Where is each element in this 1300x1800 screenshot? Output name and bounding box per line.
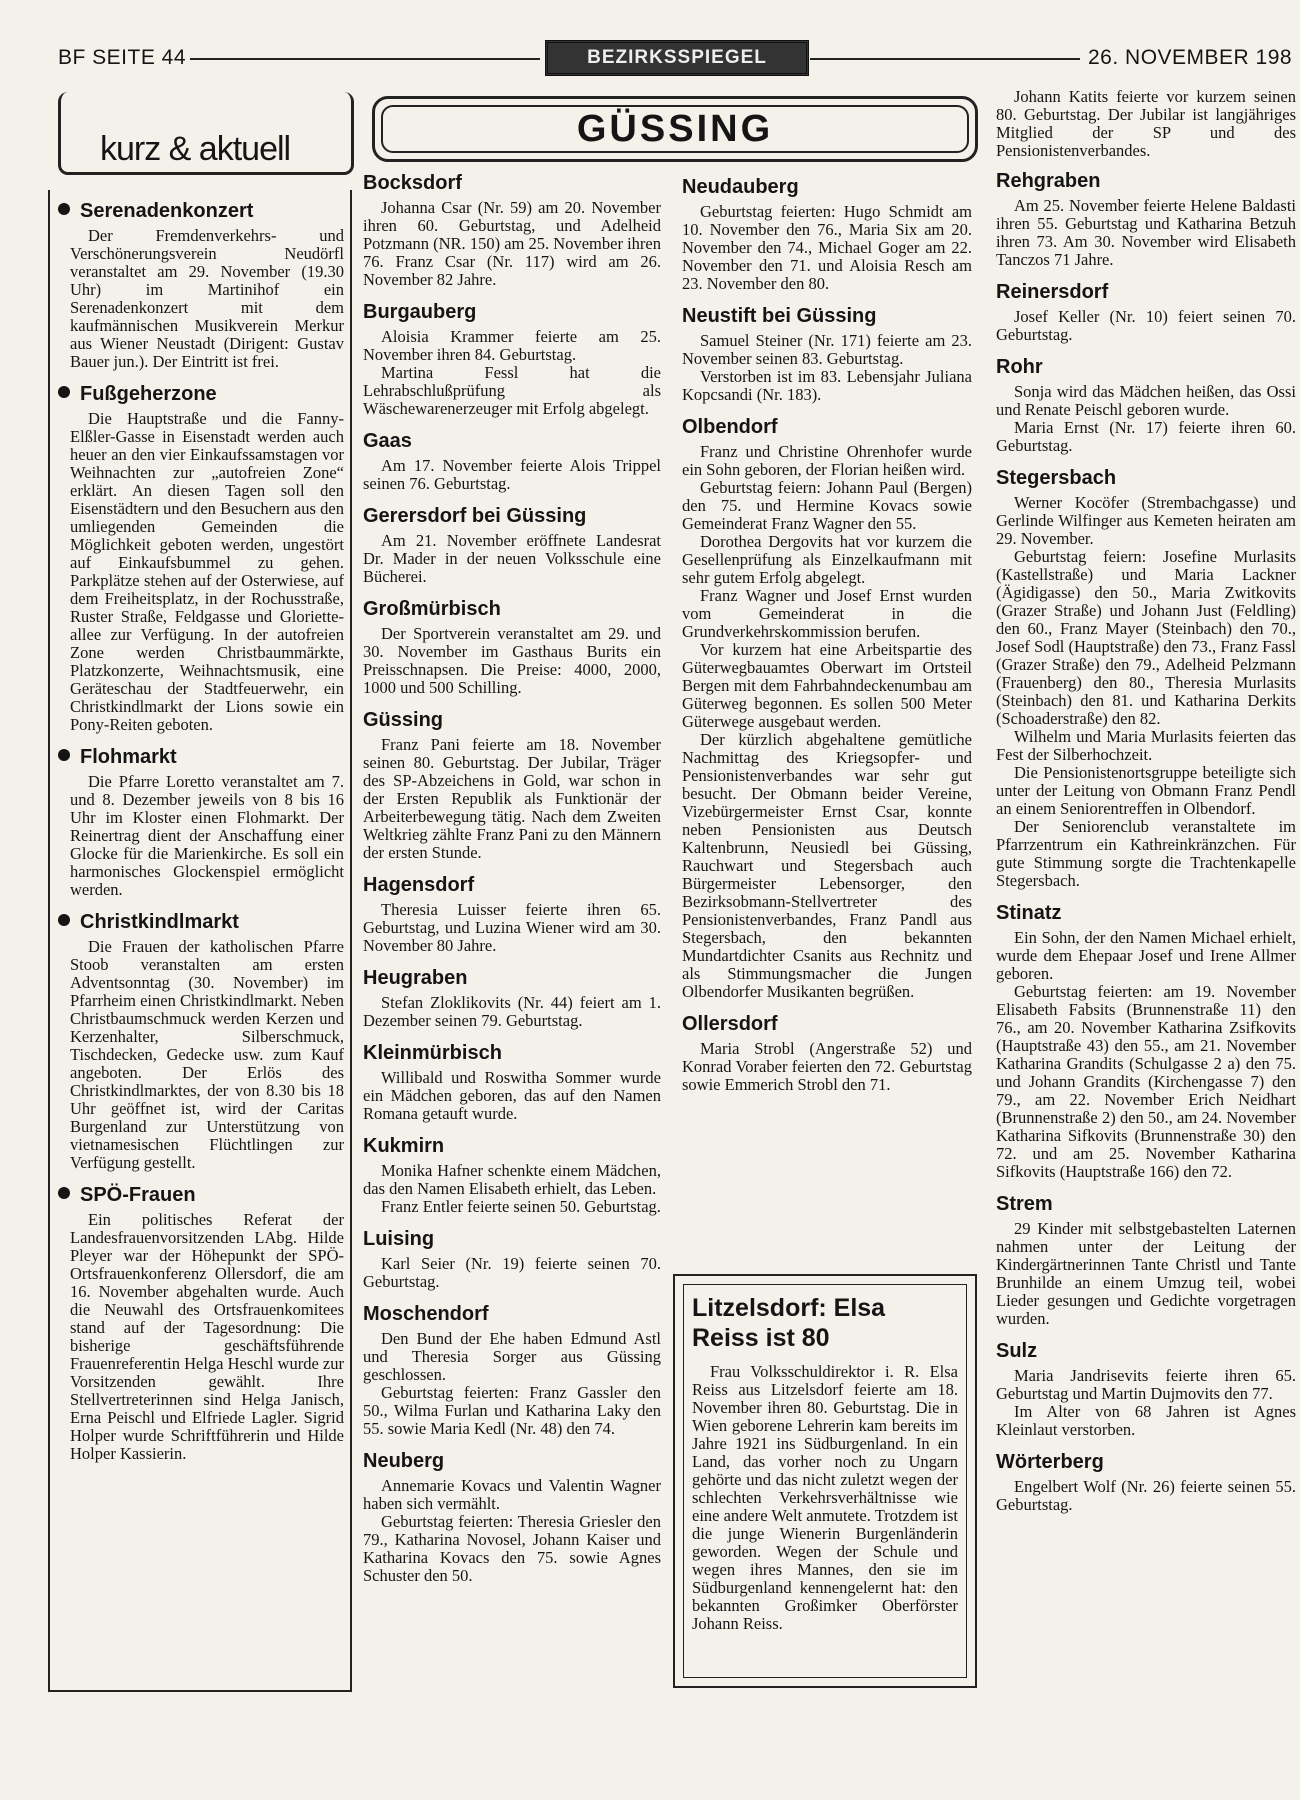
news-section xyxy=(363,874,661,955)
header-rule-right xyxy=(810,58,1080,60)
section-title: Wörterberg xyxy=(996,1451,1104,1473)
section-title: Luising xyxy=(363,1228,435,1250)
paragraph: Am 21. November eröffnete Landesrat Dr. Mader in der neuen Volksschule eine Bücherei. xyxy=(363,531,661,586)
section-heading xyxy=(363,1135,661,1158)
section-heading xyxy=(682,1013,972,1036)
page-header xyxy=(58,40,1300,74)
section-title: Fußgeherzone xyxy=(80,383,217,405)
news-section xyxy=(58,383,344,734)
section-heading xyxy=(363,1228,661,1251)
section-title: Neudauberg xyxy=(682,176,799,198)
news-section xyxy=(363,1228,661,1291)
section-title: Rehgraben xyxy=(996,170,1101,192)
paragraph: Wilhelm und Maria Murlasits feierten das Fest der Silberhochzeit. xyxy=(996,727,1296,764)
paragraph: Geburtstag feiern: Johann Paul (Bergen) den 75. und Hermine Kovacs sowie Gemeinderat Franz Wagner den 55. xyxy=(682,478,972,533)
bullet-icon xyxy=(58,914,70,926)
paragraph: Geburtstag feierten: Hugo Schmidt am 10. November den 76., Maria Six am 20. November den 74., Michael Goger am 22. November den 71. und Aloisia Resch am 23. November den 80. xyxy=(682,202,972,293)
section-heading xyxy=(996,467,1296,490)
section-heading xyxy=(363,505,661,528)
bullet-icon xyxy=(58,1187,70,1199)
feature-box xyxy=(673,1274,977,1688)
news-section xyxy=(996,170,1296,269)
news-section xyxy=(58,911,344,1172)
section-heading xyxy=(996,902,1296,925)
paragraph: Geburtstag feierten: am 19. November Elisabeth Fabsits (Brunnenstraße 11) den 76., am 20. November Katharina Zsifkovits (Hauptstraße 43) den 55., am 21. November Katharina Grandits (Schulgasse 2 a) den 75. und Johann Grandits (Kirchengasse 7) den 79., am 22. November Erich Neidhart (Brunnenstraße 2) den 50., am 24. November Katharina Sifkovits (Brunnenstraße 30) den 72. und am 25. November Katharina Sifkovits (Hauptstraße 166) den 72. xyxy=(996,982,1296,1181)
section-heading xyxy=(363,1042,661,1065)
paragraph: Dorothea Dergovits hat vor kurzem die Gesellenprüfung als Einzelkaufmann mit sehr gutem Erfolg abgelegt. xyxy=(682,532,972,587)
section-title: Gaas xyxy=(363,430,412,452)
section-heading xyxy=(363,709,661,732)
news-section xyxy=(58,1184,344,1463)
paragraph: Engelbert Wolf (Nr. 26) feierte seinen 55. Geburtstag. xyxy=(996,1477,1296,1514)
paragraph: Im Alter von 68 Jahren ist Agnes Kleinlaut verstorben. xyxy=(996,1402,1296,1439)
paragraph: Willibald und Roswitha Sommer wurde ein Mädchen geboren, das auf den Namen Romana getauft wurde. xyxy=(363,1068,661,1123)
news-section xyxy=(682,1013,972,1094)
paragraph: Annemarie Kovacs und Valentin Wagner haben sich vermählt. xyxy=(363,1476,661,1513)
bullet-icon xyxy=(58,386,70,398)
paragraph: Geburtstag feierten: Franz Gassler den 50., Wilma Furlan und Katharina Laky den 55. sowie Maria Kedl (Nr. 48) den 74. xyxy=(363,1383,661,1438)
main-title: GÜSSING xyxy=(381,105,969,153)
section-title: Gerersdorf bei Güssing xyxy=(363,505,587,527)
section-heading xyxy=(363,172,661,195)
news-section xyxy=(363,1450,661,1585)
section-title: Kukmirn xyxy=(363,1135,445,1157)
bullet-icon xyxy=(58,749,70,761)
section-heading xyxy=(682,305,972,328)
paragraph: Johanna Csar (Nr. 59) am 20. November ihren 60. Geburtstag, und Adelheid Potzmann (NR. 150) am 25. November ihren 76. Franz Csar (Nr. 117) wird am 26. November 82 Jahre. xyxy=(363,198,661,289)
paragraph: Martina Fessl hat die Lehrabschlußprüfung als Wäschewarenerzeuger mit Erfolg abgelegt. xyxy=(363,363,661,418)
news-section xyxy=(996,1193,1296,1328)
paragraph: Aloisia Krammer feierte am 25. November ihren 84. Geburtstag. xyxy=(363,327,661,364)
news-section xyxy=(363,430,661,493)
section-heading xyxy=(363,1303,661,1326)
news-section xyxy=(363,172,661,289)
section-heading xyxy=(363,874,661,897)
paragraph: Der Seniorenclub veranstaltete im Pfarrzentrum ein Kathreinkränzchen. Für gute Stimmung sorgte die Trachtenkapelle Stegersbach. xyxy=(996,817,1296,890)
paragraph: Ein Sohn, der den Namen Michael erhielt, wurde dem Ehepaar Josef und Irene Allmer geboren. xyxy=(996,928,1296,983)
paragraph: Geburtstag feierten: Theresia Griesler den 79., Katharina Novosel, Johann Kaiser und Katharina Kovacs den 75. sowie Agnes Schuster den 50. xyxy=(363,1512,661,1585)
section-title: Flohmarkt xyxy=(80,746,177,768)
section-heading xyxy=(58,200,344,223)
section-heading xyxy=(996,356,1296,379)
column-4-intro: Johann Katits feierte vor kurzem seinen 80. Geburtstag. Der Jubilar ist langjähriges Mitglied der SP und des Pensionistenverbandes. xyxy=(996,88,1296,160)
news-section xyxy=(363,709,661,862)
section-title: Sulz xyxy=(996,1340,1038,1362)
paragraph: Sonja wird das Mädchen heißen, das Ossi und Renate Peischl geboren wurde. xyxy=(996,382,1296,419)
section-title: Rohr xyxy=(996,356,1043,378)
paragraph: Maria Jandrisevits feierte ihren 65. Geburtstag und Martin Dujmovits den 77. xyxy=(996,1366,1296,1403)
section-heading xyxy=(58,383,344,406)
news-section xyxy=(363,1135,661,1216)
page-number: BF SEITE 44 xyxy=(58,46,187,69)
paragraph: Karl Seier (Nr. 19) feierte seinen 70. Geburtstag. xyxy=(363,1254,661,1291)
section-title: Ollersdorf xyxy=(682,1013,778,1035)
paragraph: Theresia Luisser feierte ihren 65. Geburtstag, und Luzina Wiener wird am 30. November 80 Jahre. xyxy=(363,900,661,955)
section-title: Heugraben xyxy=(363,967,468,989)
section-title: Hagensdorf xyxy=(363,874,475,896)
paragraph: Am 17. November feierte Alois Trippel seinen 76. Geburtstag. xyxy=(363,456,661,493)
section-title: Güssing xyxy=(363,709,444,731)
section-heading xyxy=(996,281,1296,304)
section-heading xyxy=(682,416,972,439)
paragraph: Maria Ernst (Nr. 17) feierte ihren 60. Geburtstag. xyxy=(996,418,1296,455)
section-heading xyxy=(996,1451,1296,1474)
section-heading xyxy=(996,1340,1296,1363)
section-title: Moschendorf xyxy=(363,1303,489,1325)
paragraph: Die Hauptstraße und die Fanny-Elßler-Gasse in Eisenstadt werden auch heuer an den vier Einkaufssamstagen vor Weihnachten zur „autofreien Zone“ erklärt. An diesen Tagen soll den Eisenstädtern und den Besuchern aus den umliegenden Gemeinden die Möglichkeit geboten werden, ungestört auf Einkaufsbummel zu gehen. Parkplätze stehen auf der Osterwiese, auf dem Freiheitsplatz, in der Rochusstraße, Ruster Straße, Feldgasse und Gloriette-allee zur Verfügung. In der autofreien Zone werden Christbaummärkte, Platzkonzerte, Weihnachtsmusik, eine Geräteschau der Stadtfeuerwehr, ein Christkindlmarkt der Lions sowie ein Pony-Reiten geboten. xyxy=(70,409,344,734)
issue-date: 26. NOVEMBER 198 xyxy=(1088,46,1293,69)
section-title: Kleinmürbisch xyxy=(363,1042,502,1064)
news-section xyxy=(996,467,1296,890)
news-section xyxy=(996,1340,1296,1439)
news-section xyxy=(363,505,661,586)
news-section xyxy=(996,356,1296,455)
feature-box-inner xyxy=(683,1284,967,1678)
section-heading xyxy=(363,1450,661,1473)
news-section xyxy=(996,902,1296,1181)
paragraph: Den Bund der Ehe haben Edmund Astl und Theresia Sorger aus Güssing geschlossen. xyxy=(363,1329,661,1384)
main-title-frame xyxy=(372,96,978,162)
bullet-icon xyxy=(58,203,70,215)
paragraph: Der Fremdenverkehrs- und Verschönerungsverein Neudörfl veranstaltet am 29. November (19.30 Uhr) im Martinihof ein Serenadenkonzert mit dem kaufmännischen Musikverein Merkur aus Wiener Neustadt (Dirigent: Gustav Bauer jun.). Der Eintritt ist frei. xyxy=(70,226,344,371)
column-3 xyxy=(682,176,972,1106)
paragraph: Ein politisches Referat der Landesfrauenvorsitzenden LAbg. Hilde Pleyer war der Höhepunkt der SPÖ-Ortsfrauenkonferenz Ollersdorf, die am 16. November abgehalten wurde. Auch die Neuwahl des Ortsfrauenkomitees stand auf der Tagesordnung: Die bisherige geschäftsführende Frauenreferentin Helga Heschl wurde zur Vorsitzenden gewählt. Ihre Stellvertreterinnen sind Helga Janisch, Erna Peischl und Elfriede Lagler. Sigrid Holper wurde Schriftführerin und Hilde Holper Kassierin. xyxy=(70,1210,344,1463)
paragraph: Samuel Steiner (Nr. 171) feierte am 23. November seinen 83. Geburtstag. xyxy=(682,331,972,368)
feature-box-title: Litzelsdorf: Elsa Reiss ist 80 xyxy=(692,1294,886,1352)
section-title: Christkindlmarkt xyxy=(80,911,239,933)
section-heading xyxy=(682,176,972,199)
section-title: SPÖ-Frauen xyxy=(80,1184,196,1206)
column-2 xyxy=(363,172,661,1597)
kurz-aktuell-column xyxy=(58,200,344,1475)
paragraph: Stefan Zloklikovits (Nr. 44) feiert am 1. Dezember seinen 79. Geburtstag. xyxy=(363,993,661,1030)
section-title: Reinersdorf xyxy=(996,281,1109,303)
news-section xyxy=(363,301,661,418)
section-heading xyxy=(58,746,344,769)
paragraph: Franz Wagner und Josef Ernst wurden vom Gemeinderat in die Grundverkehrskommission berufen. xyxy=(682,586,972,641)
section-title: Bocksdorf xyxy=(363,172,462,194)
news-section xyxy=(682,416,972,1001)
paragraph: Franz und Christine Ohrenhofer wurde ein Sohn geboren, der Florian heißen wird. xyxy=(682,442,972,479)
section-banner: BEZIRKSSPIEGEL xyxy=(545,40,809,76)
section-title: Burgauberg xyxy=(363,301,477,323)
paragraph: Die Pfarre Loretto veranstaltet am 7. und 8. Dezember jeweils von 8 bis 16 Uhr im Kloster einen Flohmarkt. Der Reinertrag dient der Anschaffung einer Glocke für die Marienkirche. Es soll ein harmonisches Glockenspiel ermöglicht werden. xyxy=(70,772,344,899)
news-section xyxy=(363,1042,661,1123)
paragraph: Die Frauen der katholischen Pfarre Stoob veranstalten am ersten Adventsonntag (30. November) im Pfarrheim einen Christkindlmarkt. Neben Christbaumschmuck werden Kerzen und Kerzenhalter, Silberschmuck, Tischdecken, Gedecke usw. zum Kauf angeboten. Der Erlös des Christkindlmarktes, der von 8.30 bis 18 Uhr geöffnet ist, wird der Caritas Burgenland zur Unterstützung von vietnamesischen Flüchtlingen zur Verfügung gestellt. xyxy=(70,937,345,1172)
section-heading xyxy=(363,967,661,990)
news-section xyxy=(682,176,972,293)
news-section xyxy=(996,281,1296,344)
paragraph: Franz Pani feierte am 18. November seinen 80. Geburtstag. Der Jubilar, Träger des SP-Abzeichens in Gold, war schon in der Ersten Republik als Funktionär der Arbeiterbewegung tätig. Nach dem Zweiten Weltkrieg zählte Franz Pani zu den Männern der ersten Stunde. xyxy=(363,735,661,862)
news-section xyxy=(363,967,661,1030)
paragraph: Vor kurzem hat eine Arbeitspartie des Güterwegbauamtes Oberwart im Ortsteil Bergen mit dem Fahrbahndeckenumbau am Güterweg begonnen. Es sollen 500 Meter Güterwege ausgebaut werden. xyxy=(682,640,972,731)
paragraph: Der Sportverein veranstaltet am 29. und 30. November im Gasthaus Burits ein Preisschnapsen. Die Preise: 4000, 2000, 1000 und 500 Schilling. xyxy=(363,624,661,697)
paragraph: Monika Hafner schenkte einem Mädchen, das den Namen Elisabeth erhielt, das Leben. xyxy=(363,1161,661,1198)
paragraph: Die Pensionistenortsgruppe beteiligte sich unter der Leitung von Obmann Franz Pendl an einem Seniorentreffen in Olbendorf. xyxy=(996,763,1296,818)
section-title: Neustift bei Güssing xyxy=(682,305,877,327)
section-title: Stegersbach xyxy=(996,467,1117,489)
section-heading xyxy=(363,430,661,453)
kurz-aktuell-title: kurz & aktuell xyxy=(100,130,291,168)
section-heading xyxy=(363,598,661,621)
section-title: Neuberg xyxy=(363,1450,445,1472)
paragraph: 29 Kinder mit selbstgebastelten Laternen nahmen unter der Leitung der Kindergärtnerinnen Tante Christl und Tante Brunhilde an einem Umzug teil, wobei Lieder gesungen und Gedichte vorgetragen wurden. xyxy=(996,1219,1296,1328)
section-heading xyxy=(996,1193,1296,1216)
section-title: Großmürbisch xyxy=(363,598,501,620)
section-heading xyxy=(363,301,661,324)
news-section xyxy=(996,1451,1296,1514)
paragraph: Werner Kocöfer (Strembachgasse) und Gerlinde Wilfinger aus Kemeten heiraten am 29. November. xyxy=(996,493,1296,548)
section-title: Strem xyxy=(996,1193,1053,1215)
news-section xyxy=(58,746,344,899)
paragraph: Verstorben ist im 83. Lebensjahr Juliana Kopcsandi (Nr. 183). xyxy=(682,367,972,404)
section-heading xyxy=(58,911,344,934)
paragraph: Josef Keller (Nr. 10) feiert seinen 70. Geburtstag. xyxy=(996,307,1296,344)
news-section xyxy=(682,305,972,404)
section-title: Stinatz xyxy=(996,902,1062,924)
column-4 xyxy=(996,88,1300,1738)
paragraph: Franz Entler feierte seinen 50. Geburtstag. xyxy=(381,1197,661,1216)
header-rule-left xyxy=(190,58,540,60)
news-section xyxy=(58,200,344,371)
section-heading xyxy=(58,1184,344,1207)
section-title: Olbendorf xyxy=(682,416,778,438)
section-title: Serenadenkonzert xyxy=(80,200,254,222)
news-section xyxy=(363,1303,661,1438)
feature-box-text: Frau Volksschuldirektor i. R. Elsa Reiss aus Litzelsdorf feierte am 18. November ihren 80. Geburtstag. Die in Wien geborene Lehrerin kam bereits im Jahre 1921 ins Südburgenland. In ein Land, das vorher noch zu Ungarn gehörte und das nicht zuletzt wegen der schlechten Verkehrsverhältnisse wie eine andere Welt anmutete. Trotzdem ist die junge Wienerin Burgenländerin geworden. Wegen der Schule und wegen ihres Mannes, den sie im Südburgenland kennengelernt hat: den bekannten Großimker Oberförster Johann Reiss. xyxy=(692,1362,958,1633)
paragraph: Maria Strobl (Angerstraße 52) und Konrad Voraber feierten den 72. Geburtstag sowie Emmerich Strobl den 71. xyxy=(682,1039,972,1094)
paragraph: Geburtstag feiern: Josefine Murlasits (Kastellstraße) und Maria Lackner (Ägidigasse) den 50., Maria Zwitkovits (Grazer Straße) und Johann Just (Feldling) den 60., Franz Mayer (Steinbach) den 70., Josef Sodl (Hauptstraße) den 73., Franz Fassl (Grazer Straße) den 79., Adelheid Pelzmann (Frauenberg) den 80., Theresia Murlasits (Steinbach) den 81. und Katharina Derkits (Schoaderstraße) den 82. xyxy=(996,547,1296,728)
paragraph: Der kürzlich abgehaltene gemütliche Nachmittag des Kriegsopfer- und Pensionistenverbandes war sehr gut besucht. Der Obmann beider Vereine, Vizebürgermeister Ernst Csar, konnte neben Pensionisten aus Deutsch Kaltenbrunn, Neusiedl bei Güssing, Rauchwart und Stegersbach auch Bürgermeister Lebensorger, den Bezirksobmann-Stellvertreter des Pensionistenverbandes, Franz Pandl aus Stegersbach, den bekannten Mundartdichter Csanits aus Rechnitz und als Stimmungsmacher die Jungen Olbendorfer Musikanten begrüßen. xyxy=(682,730,972,1001)
paragraph: Am 25. November feierte Helene Baldasti ihren 55. Geburtstag und Katharina Betzuh ihren 73. Am 30. November wird Elisabeth Tanczos 71 Jahre. xyxy=(996,196,1296,269)
news-section xyxy=(363,598,661,697)
section-heading xyxy=(996,170,1296,193)
